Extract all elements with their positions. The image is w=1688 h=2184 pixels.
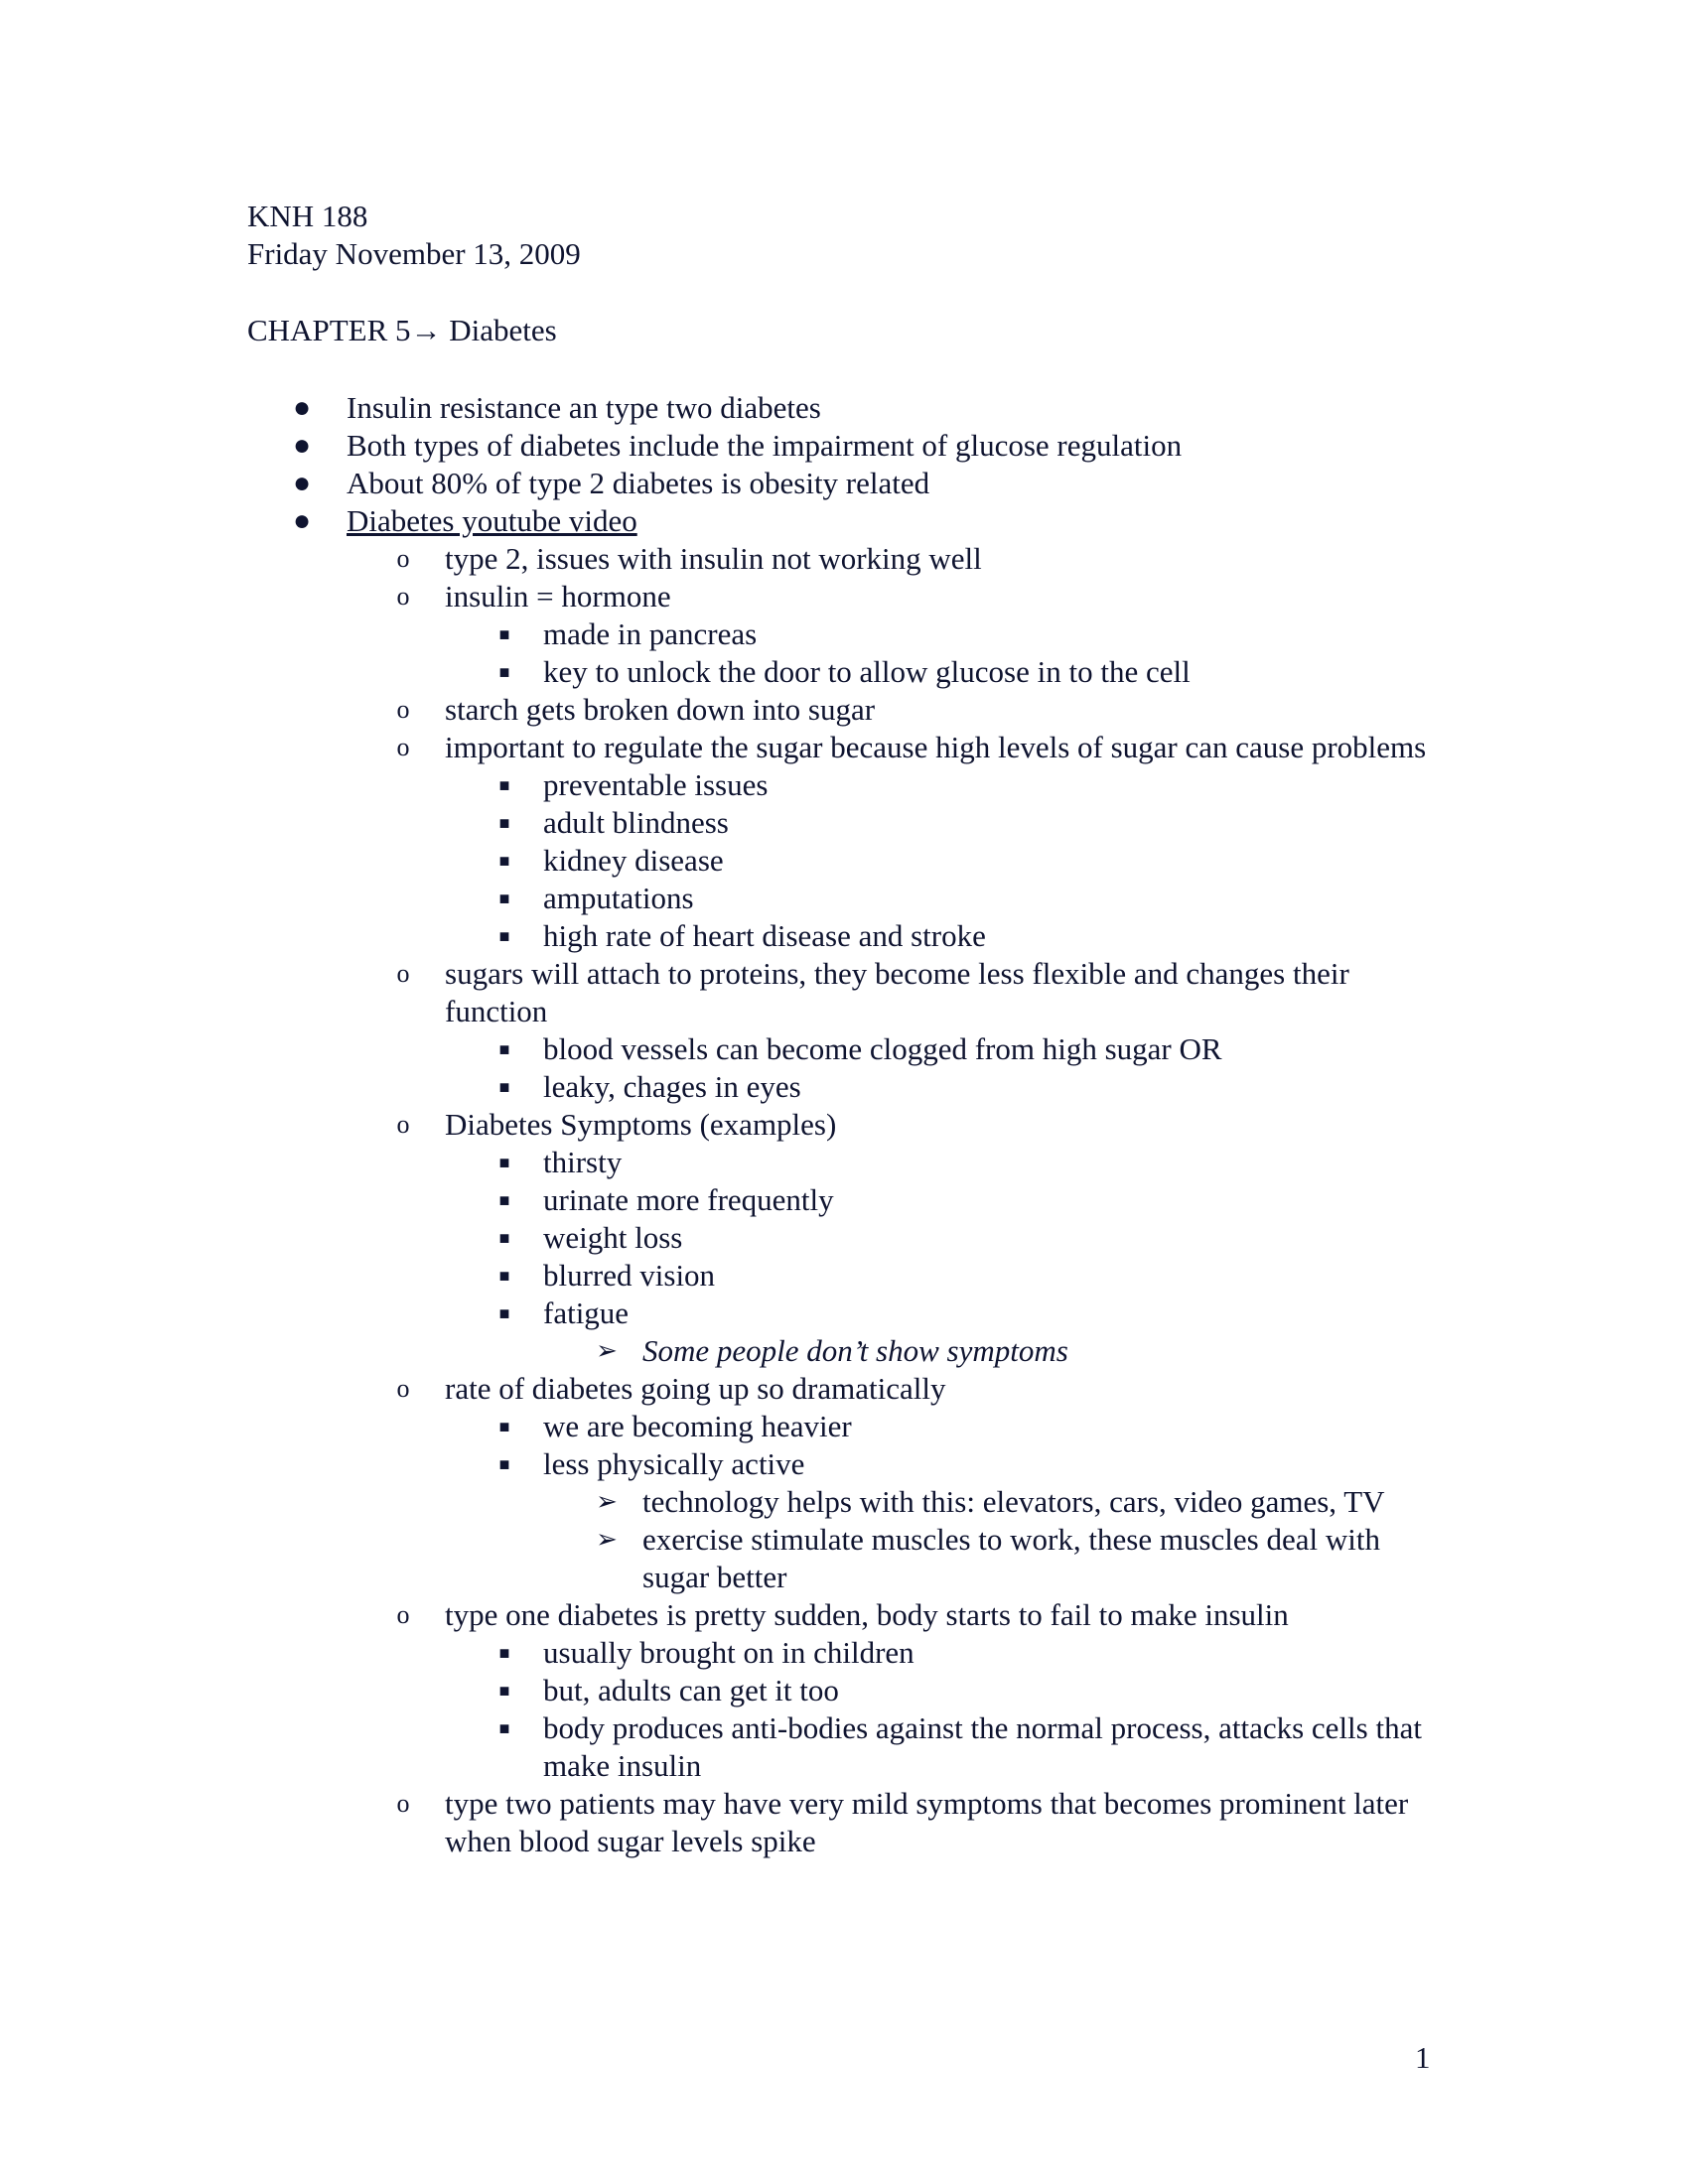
list-item-text: blood vessels can become clogged from high sugar OR [543, 1031, 1222, 1066]
arrow-bullet-icon: ➢ [596, 1525, 618, 1554]
list-item-text: Diabetes Symptoms (examples) [445, 1107, 837, 1142]
list-item [0, 1521, 1437, 1596]
list-item-text: we are becoming heavier [543, 1409, 852, 1443]
circle-bullet-icon: o [396, 733, 410, 761]
list-item [0, 1634, 1437, 1672]
course-code: KNH 188 [247, 199, 368, 233]
list-item [0, 1181, 1437, 1219]
list-item-text: weight loss [543, 1220, 683, 1255]
circle-bullet-icon: o [396, 959, 410, 988]
bullet-icon: ● [292, 429, 312, 462]
list-item-text: type 2, issues with insulin not working well [445, 541, 982, 576]
chapter-heading [247, 312, 557, 349]
list-item [0, 578, 1428, 615]
list-item-text: but, adults can get it too [543, 1673, 839, 1707]
bullet-icon: ● [292, 504, 312, 537]
square-bullet-icon: ■ [498, 1266, 510, 1286]
list-item-text: starch gets broken down into sugar [445, 692, 876, 727]
list-item [0, 1257, 1437, 1295]
list-item-text: type one diabetes is pretty sudden, body starts to fail to make insulin [445, 1597, 1289, 1632]
list-item-text: Some people don’t show symptoms [642, 1333, 1068, 1368]
list-item [0, 1370, 1428, 1408]
list-item [0, 766, 1437, 804]
list-item-text: key to unlock the door to allow glucose in to the cell [543, 654, 1191, 689]
list-item [0, 1068, 1437, 1106]
list-item-text: amputations [543, 881, 694, 915]
video-link[interactable]: Diabetes youtube video [347, 503, 637, 538]
list-item-text: usually brought on in children [543, 1635, 914, 1670]
circle-bullet-icon: o [396, 1600, 410, 1629]
list-item-text: About 80% of type 2 diabetes is obesity related [347, 466, 930, 500]
list-item-text: made in pancreas [543, 616, 758, 651]
list-item-text: insulin = hormone [445, 579, 671, 614]
list-item [0, 1295, 1437, 1332]
list-item-text: leaky, chages in eyes [543, 1069, 801, 1104]
list-item [0, 1144, 1437, 1181]
square-bullet-icon: ■ [498, 926, 510, 946]
list-item-text: Both types of diabetes include the impairment of glucose regulation [347, 428, 1183, 463]
list-item-text: preventable issues [543, 767, 769, 802]
list-item [0, 427, 1260, 465]
list-item [0, 1445, 1437, 1483]
square-bullet-icon: ■ [498, 1228, 510, 1248]
circle-bullet-icon: o [396, 1110, 410, 1139]
list-item [0, 1483, 1437, 1521]
chapter-topic: Diabetes [441, 313, 557, 347]
list-item [0, 955, 1428, 1030]
square-bullet-icon: ■ [498, 888, 510, 908]
square-bullet-icon: ■ [498, 1643, 510, 1663]
list-item [0, 842, 1437, 880]
list-item [0, 540, 1428, 578]
square-bullet-icon: ■ [498, 775, 510, 795]
list-item-text: adult blindness [543, 805, 729, 840]
list-item [0, 653, 1437, 691]
list-item [0, 1030, 1437, 1068]
list-item [0, 1672, 1437, 1709]
square-bullet-icon: ■ [498, 1417, 510, 1436]
list-item-text: blurred vision [543, 1258, 716, 1293]
circle-bullet-icon: o [396, 544, 410, 573]
arrow-bullet-icon: ➢ [596, 1487, 618, 1516]
list-item-text: kidney disease [543, 843, 724, 878]
list-item [0, 1106, 1428, 1144]
list-item [0, 1219, 1437, 1257]
bullet-icon: ● [292, 467, 312, 499]
list-item [0, 917, 1437, 955]
chapter-label: CHAPTER 5 [247, 313, 411, 347]
list-item-text: exercise stimulate muscles to work, these muscles deal with sugar better [642, 1522, 1380, 1594]
list-item-text: thirsty [543, 1145, 623, 1179]
square-bullet-icon: ■ [498, 662, 510, 682]
list-item-text: technology helps with this: elevators, cars, video games, TV [642, 1484, 1385, 1519]
list-item [0, 804, 1437, 842]
list-item [0, 389, 1260, 427]
circle-bullet-icon: o [396, 582, 410, 611]
list-item [0, 502, 1260, 540]
circle-bullet-icon: o [396, 695, 410, 724]
arrow-bullet-icon: ➢ [596, 1336, 618, 1365]
list-item-text: body produces anti-bodies against the normal process, attacks cells that make insulin [543, 1710, 1422, 1783]
list-item [0, 1596, 1428, 1634]
notes-outline [0, 389, 1688, 1860]
list-item-text: important to regulate the sugar because high levels of sugar can cause problems [445, 730, 1427, 764]
lecture-date: Friday November 13, 2009 [247, 236, 581, 271]
list-item-text: type two patients may have very mild symptoms that becomes prominent later when blood sugar levels spike [445, 1786, 1409, 1858]
list-item-text: urinate more frequently [543, 1182, 834, 1217]
list-item-text: high rate of heart disease and stroke [543, 918, 986, 953]
list-item-text: sugars will attach to proteins, they become less flexible and changes their function [445, 956, 1349, 1028]
list-item [0, 465, 1260, 502]
list-item [0, 615, 1437, 653]
square-bullet-icon: ■ [498, 1190, 510, 1210]
square-bullet-icon: ■ [498, 1718, 510, 1738]
arrow-icon: → [410, 313, 442, 347]
list-item [0, 1408, 1437, 1445]
page-number: 1 [1415, 2040, 1431, 2075]
square-bullet-icon: ■ [498, 813, 510, 833]
list-item [0, 729, 1428, 766]
list-item-text: less physically active [543, 1446, 805, 1481]
circle-bullet-icon: o [396, 1789, 410, 1818]
square-bullet-icon: ■ [498, 1153, 510, 1172]
square-bullet-icon: ■ [498, 1454, 510, 1474]
square-bullet-icon: ■ [498, 851, 510, 871]
list-item [0, 1709, 1437, 1785]
square-bullet-icon: ■ [498, 1039, 510, 1059]
list-item [0, 880, 1437, 917]
square-bullet-icon: ■ [498, 1303, 510, 1323]
circle-bullet-icon: o [396, 1374, 410, 1403]
list-item-text: fatigue [543, 1296, 630, 1330]
list-item-text: rate of diabetes going up so dramatically [445, 1371, 946, 1406]
bullet-icon: ● [292, 391, 312, 424]
square-bullet-icon: ■ [498, 624, 510, 644]
square-bullet-icon: ■ [498, 1681, 510, 1701]
list-item [0, 1785, 1428, 1860]
square-bullet-icon: ■ [498, 1077, 510, 1097]
list-item-text: Insulin resistance an type two diabetes [347, 390, 821, 425]
list-item [0, 1332, 1437, 1370]
list-item [0, 691, 1428, 729]
